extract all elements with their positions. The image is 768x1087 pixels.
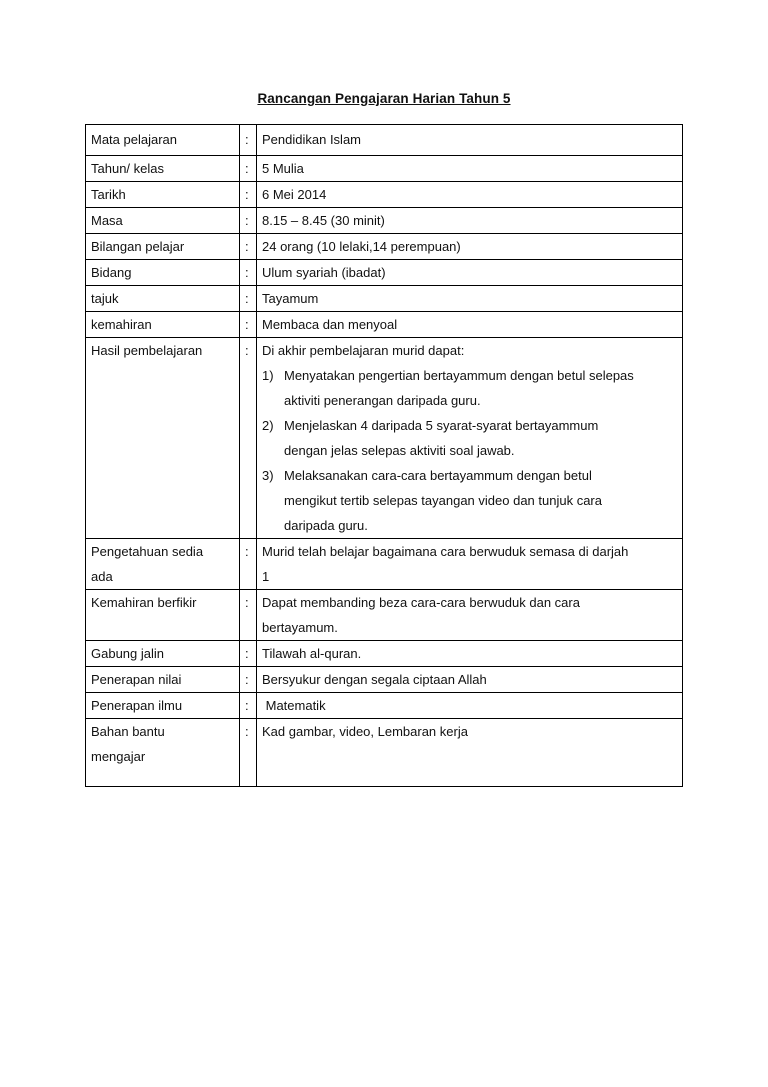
row-label: Mata pelajaran xyxy=(86,125,240,156)
row-value: 6 Mei 2014 xyxy=(257,182,683,208)
row-label: tajuk xyxy=(86,286,240,312)
list-number: 2) xyxy=(262,418,274,433)
row-value xyxy=(257,539,683,590)
row-separator: : xyxy=(240,260,257,286)
list-text: mengikut tertib selepas tayangan video dan tunjuk cara xyxy=(284,493,602,508)
list-text: Menjelaskan 4 daripada 5 syarat-syarat bertayammum xyxy=(284,418,599,433)
row-label xyxy=(86,719,240,787)
row-value: Membaca dan menyoal xyxy=(257,312,683,338)
list-number: 1) xyxy=(262,368,274,383)
table-row xyxy=(86,667,683,693)
row-value: Ulum syariah (ibadat) xyxy=(257,260,683,286)
row-separator: : xyxy=(240,641,257,667)
row-separator: : xyxy=(240,338,257,539)
row-label: Masa xyxy=(86,208,240,234)
row-label: Tahun/ kelas xyxy=(86,156,240,182)
table-row xyxy=(86,539,683,590)
row-value: 8.15 – 8.45 (30 minit) xyxy=(257,208,683,234)
row-value xyxy=(257,590,683,641)
row-value-line: 1 xyxy=(262,569,270,584)
objectives-cell xyxy=(257,338,683,539)
objectives-row xyxy=(86,338,683,539)
list-text: daripada guru. xyxy=(284,518,368,533)
row-label-line: ada xyxy=(91,569,113,584)
table-row xyxy=(86,156,683,182)
row-label-line: Pengetahuan sedia xyxy=(91,544,204,559)
row-value: Tilawah al-quran. xyxy=(257,641,683,667)
list-text: aktiviti penerangan daripada guru. xyxy=(284,393,481,408)
row-label: Bilangan pelajar xyxy=(86,234,240,260)
row-separator: : xyxy=(240,590,257,641)
table-row xyxy=(86,208,683,234)
list-text: dengan jelas selepas aktiviti soal jawab. xyxy=(284,443,515,458)
row-separator: : xyxy=(240,539,257,590)
list-item xyxy=(262,463,677,538)
row-value: Kad gambar, video, Lembaran kerja xyxy=(257,719,683,787)
table-row xyxy=(86,234,683,260)
row-separator: : xyxy=(240,312,257,338)
table-row xyxy=(86,590,683,641)
table-row xyxy=(86,286,683,312)
table-row xyxy=(86,719,683,787)
row-label: Penerapan ilmu xyxy=(86,693,240,719)
row-separator: : xyxy=(240,208,257,234)
row-label: kemahiran xyxy=(86,312,240,338)
table-row xyxy=(86,641,683,667)
table-row xyxy=(86,182,683,208)
row-separator: : xyxy=(240,667,257,693)
list-item xyxy=(262,413,677,463)
row-label xyxy=(86,539,240,590)
row-label: Bidang xyxy=(86,260,240,286)
table-row xyxy=(86,125,683,156)
row-separator: : xyxy=(240,719,257,787)
list-text: Melaksanakan cara-cara bertayammum dengan betul xyxy=(284,468,592,483)
table-row xyxy=(86,312,683,338)
row-value-line: bertayamum. xyxy=(262,620,338,635)
row-label: Kemahiran berfikir xyxy=(86,590,240,641)
objectives-list xyxy=(262,363,677,538)
list-number: 3) xyxy=(262,468,274,483)
row-separator: : xyxy=(240,693,257,719)
row-value: Matematik xyxy=(257,693,683,719)
row-label: Penerapan nilai xyxy=(86,667,240,693)
row-value-line: Dapat membanding beza cara-cara berwuduk dan cara xyxy=(262,595,580,610)
table-row xyxy=(86,260,683,286)
row-separator: : xyxy=(240,125,257,156)
row-value: 5 Mulia xyxy=(257,156,683,182)
row-separator: : xyxy=(240,156,257,182)
row-value-line: Murid telah belajar bagaimana cara berwuduk semasa di darjah xyxy=(262,544,629,559)
row-separator: : xyxy=(240,234,257,260)
page-title: Rancangan Pengajaran Harian Tahun 5 xyxy=(257,91,511,106)
row-label-line: Bahan bantu xyxy=(91,724,165,739)
row-value: Tayamum xyxy=(257,286,683,312)
row-value: Pendidikan Islam xyxy=(257,125,683,156)
row-label-line: mengajar xyxy=(91,749,146,764)
list-text: Menyatakan pengertian bertayammum dengan betul selepas xyxy=(284,368,634,383)
objectives-intro: Di akhir pembelajaran murid dapat: xyxy=(262,343,465,358)
row-label: Hasil pembelajaran xyxy=(86,338,240,539)
row-separator: : xyxy=(240,286,257,312)
row-value: Bersyukur dengan segala ciptaan Allah xyxy=(257,667,683,693)
row-separator: : xyxy=(240,182,257,208)
row-label: Tarikh xyxy=(86,182,240,208)
list-item xyxy=(262,363,677,413)
row-value: 24 orang (10 lelaki,14 perempuan) xyxy=(257,234,683,260)
table-row xyxy=(86,693,683,719)
row-label: Gabung jalin xyxy=(86,641,240,667)
lesson-plan-table xyxy=(85,124,683,787)
